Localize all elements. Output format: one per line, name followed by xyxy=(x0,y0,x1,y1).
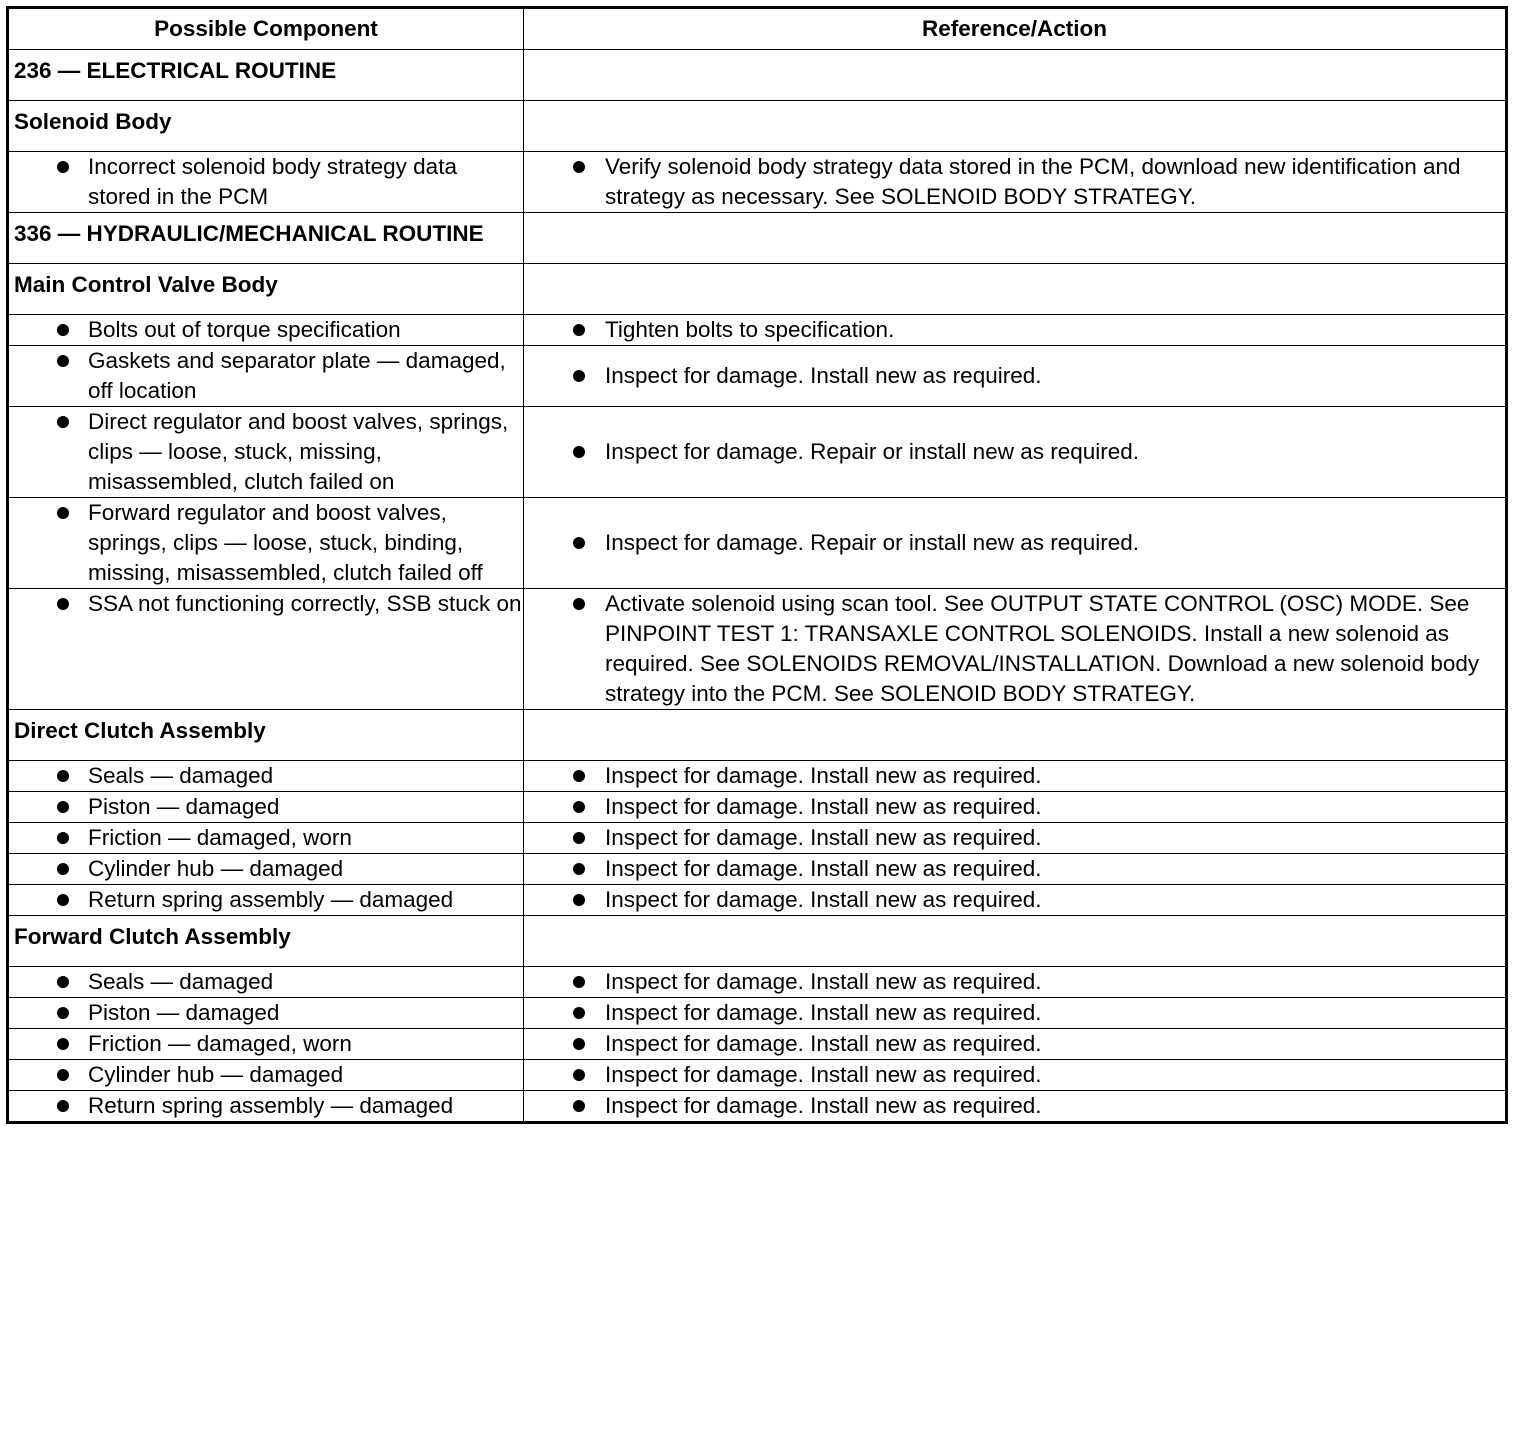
action-cell xyxy=(524,1060,1507,1091)
section-row xyxy=(8,101,1507,152)
action-cell xyxy=(524,498,1507,589)
component-list-item xyxy=(9,152,523,212)
bullet-icon xyxy=(573,537,585,549)
component-list-item xyxy=(9,1091,523,1121)
component-list-item xyxy=(9,854,523,884)
section-label: 236 — ELECTRICAL ROUTINE xyxy=(8,50,524,101)
action-list-item xyxy=(524,589,1505,709)
bullet-icon xyxy=(573,770,585,782)
action-text: Inspect for damage. Install new as required. xyxy=(605,1031,1042,1056)
component-text: Friction — damaged, worn xyxy=(88,825,352,850)
component-text: Seals — damaged xyxy=(88,763,274,788)
section-row xyxy=(8,264,1507,315)
table-row xyxy=(8,1029,1507,1060)
component-text: Seals — damaged xyxy=(88,969,274,994)
action-text: Activate solenoid using scan tool. See OUTPUT STATE CONTROL (OSC) MODE. See PINPOINT TEST 1: TRANSAXLE CONTROL SOLENOIDS. Install a new solenoid as required. See SOLENOIDS REMOVAL/INSTALLATION. Download a new solenoid body strategy into the PCM. See SOLENOID BODY STRATEGY. xyxy=(605,591,1480,706)
bullet-icon xyxy=(57,1007,69,1019)
bullet-icon xyxy=(57,863,69,875)
action-cell xyxy=(524,854,1507,885)
component-cell xyxy=(8,823,524,854)
component-text: Incorrect solenoid body strategy data stored in the PCM xyxy=(88,154,457,209)
action-text: Inspect for damage. Install new as required. xyxy=(605,856,1042,881)
action-cell xyxy=(524,589,1507,710)
table-row xyxy=(8,854,1507,885)
component-text: Return spring assembly — damaged xyxy=(88,887,454,912)
empty-cell xyxy=(524,916,1507,967)
empty-cell xyxy=(524,50,1507,101)
component-list-item xyxy=(9,761,523,791)
component-cell xyxy=(8,152,524,213)
table-row xyxy=(8,1060,1507,1091)
bullet-icon xyxy=(57,598,69,610)
action-list-item xyxy=(524,437,1505,467)
component-text: Return spring assembly — damaged xyxy=(88,1093,454,1118)
component-text: Forward regulator and boost valves, springs, clips — loose, stuck, binding, missing, misassembled, clutch failed off xyxy=(88,500,483,585)
component-list-item xyxy=(9,407,523,497)
component-cell xyxy=(8,967,524,998)
bullet-icon xyxy=(573,161,585,173)
component-text: Piston — damaged xyxy=(88,1000,280,1025)
component-text: Direct regulator and boost valves, springs, clips — loose, stuck, missing, misassembled, clutch failed on xyxy=(88,409,509,494)
bullet-icon xyxy=(57,416,69,428)
empty-cell xyxy=(524,710,1507,761)
action-list-item xyxy=(524,1091,1505,1121)
component-list-item xyxy=(9,315,523,345)
bullet-icon xyxy=(57,1038,69,1050)
component-text: Bolts out of torque specification xyxy=(88,317,401,342)
action-list-item xyxy=(524,528,1505,558)
component-cell xyxy=(8,1060,524,1091)
bullet-icon xyxy=(57,324,69,336)
action-list-item xyxy=(524,1060,1505,1090)
component-list-item xyxy=(9,1060,523,1090)
bullet-icon xyxy=(573,1007,585,1019)
action-list-item xyxy=(524,823,1505,853)
section-row xyxy=(8,50,1507,101)
table-row xyxy=(8,1091,1507,1123)
component-text: Cylinder hub — damaged xyxy=(88,856,344,881)
action-text: Inspect for damage. Repair or install new as required. xyxy=(605,439,1140,464)
component-list-item xyxy=(9,823,523,853)
table-row xyxy=(8,761,1507,792)
bullet-icon xyxy=(573,446,585,458)
action-text: Inspect for damage. Install new as required. xyxy=(605,363,1042,388)
bullet-icon xyxy=(57,1069,69,1081)
component-cell xyxy=(8,792,524,823)
action-list-item xyxy=(524,885,1505,915)
component-list-item xyxy=(9,792,523,822)
table-row xyxy=(8,498,1507,589)
header-possible-component: Possible Component xyxy=(8,8,524,50)
bullet-icon xyxy=(573,370,585,382)
empty-cell xyxy=(524,264,1507,315)
action-list-item xyxy=(524,854,1505,884)
table-row xyxy=(8,315,1507,346)
table-body xyxy=(8,50,1507,1123)
action-cell xyxy=(524,346,1507,407)
component-cell xyxy=(8,998,524,1029)
table-row xyxy=(8,967,1507,998)
bullet-icon xyxy=(57,976,69,988)
bullet-icon xyxy=(57,355,69,367)
component-list-item xyxy=(9,346,523,406)
section-row xyxy=(8,710,1507,761)
bullet-icon xyxy=(57,161,69,173)
section-label: Main Control Valve Body xyxy=(8,264,524,315)
component-list-item xyxy=(9,967,523,997)
bullet-icon xyxy=(573,801,585,813)
table-row xyxy=(8,792,1507,823)
component-list-item xyxy=(9,998,523,1028)
action-cell xyxy=(524,792,1507,823)
component-text: Friction — damaged, worn xyxy=(88,1031,352,1056)
action-cell xyxy=(524,315,1507,346)
bullet-icon xyxy=(573,863,585,875)
action-list-item xyxy=(524,792,1505,822)
bullet-icon xyxy=(573,832,585,844)
table-row xyxy=(8,152,1507,213)
component-cell xyxy=(8,315,524,346)
bullet-icon xyxy=(57,1100,69,1112)
component-cell xyxy=(8,854,524,885)
action-cell xyxy=(524,1091,1507,1123)
action-cell xyxy=(524,885,1507,916)
section-label: Solenoid Body xyxy=(8,101,524,152)
section-label: Forward Clutch Assembly xyxy=(8,916,524,967)
table-row xyxy=(8,885,1507,916)
action-cell xyxy=(524,407,1507,498)
action-text: Inspect for damage. Install new as required. xyxy=(605,1062,1042,1087)
component-cell xyxy=(8,1029,524,1060)
component-cell xyxy=(8,761,524,792)
section-row xyxy=(8,916,1507,967)
action-text: Verify solenoid body strategy data stored in the PCM, download new identification and strategy as necessary. See SOLENOID BODY STRATEGY. xyxy=(605,154,1461,209)
bullet-icon xyxy=(573,1100,585,1112)
header-row xyxy=(8,8,1507,50)
action-list-item xyxy=(524,998,1505,1028)
component-list-item xyxy=(9,589,523,619)
bullet-icon xyxy=(573,1069,585,1081)
header-reference-action: Reference/Action xyxy=(524,8,1507,50)
section-row xyxy=(8,213,1507,264)
bullet-icon xyxy=(57,801,69,813)
empty-cell xyxy=(524,101,1507,152)
action-cell xyxy=(524,152,1507,213)
action-text: Inspect for damage. Install new as required. xyxy=(605,1093,1042,1118)
component-cell xyxy=(8,407,524,498)
action-text: Inspect for damage. Repair or install new as required. xyxy=(605,530,1140,555)
component-list-item xyxy=(9,498,523,588)
component-text: Piston — damaged xyxy=(88,794,280,819)
bullet-icon xyxy=(573,1038,585,1050)
action-list-item xyxy=(524,315,1505,345)
table-row xyxy=(8,589,1507,710)
action-list-item xyxy=(524,761,1505,791)
action-cell xyxy=(524,761,1507,792)
component-text: SSA not functioning correctly, SSB stuck on xyxy=(88,591,522,616)
bullet-icon xyxy=(57,507,69,519)
component-cell xyxy=(8,1091,524,1123)
component-list-item xyxy=(9,1029,523,1059)
empty-cell xyxy=(524,213,1507,264)
section-label: Direct Clutch Assembly xyxy=(8,710,524,761)
table-row xyxy=(8,346,1507,407)
component-text: Gaskets and separator plate — damaged, off location xyxy=(88,348,506,403)
bullet-icon xyxy=(573,894,585,906)
bullet-icon xyxy=(57,832,69,844)
action-text: Inspect for damage. Install new as required. xyxy=(605,969,1042,994)
bullet-icon xyxy=(573,324,585,336)
action-text: Inspect for damage. Install new as required. xyxy=(605,1000,1042,1025)
table-row xyxy=(8,407,1507,498)
table-row xyxy=(8,998,1507,1029)
component-text: Cylinder hub — damaged xyxy=(88,1062,344,1087)
action-list-item xyxy=(524,1029,1505,1059)
component-cell xyxy=(8,346,524,407)
section-label: 336 — HYDRAULIC/MECHANICAL ROUTINE xyxy=(8,213,524,264)
bullet-icon xyxy=(57,894,69,906)
bullet-icon xyxy=(573,976,585,988)
bullet-icon xyxy=(57,770,69,782)
bullet-icon xyxy=(573,598,585,610)
action-cell xyxy=(524,1029,1507,1060)
action-cell xyxy=(524,967,1507,998)
action-text: Inspect for damage. Install new as required. xyxy=(605,887,1042,912)
action-text: Inspect for damage. Install new as required. xyxy=(605,763,1042,788)
action-text: Tighten bolts to specification. xyxy=(605,317,895,342)
component-list-item xyxy=(9,885,523,915)
action-text: Inspect for damage. Install new as required. xyxy=(605,825,1042,850)
component-cell xyxy=(8,498,524,589)
action-list-item xyxy=(524,152,1505,212)
action-cell xyxy=(524,998,1507,1029)
action-list-item xyxy=(524,361,1505,391)
diagnostic-table xyxy=(6,6,1508,1124)
table-row xyxy=(8,823,1507,854)
action-list-item xyxy=(524,967,1505,997)
component-cell xyxy=(8,885,524,916)
action-cell xyxy=(524,823,1507,854)
component-cell xyxy=(8,589,524,710)
action-text: Inspect for damage. Install new as required. xyxy=(605,794,1042,819)
